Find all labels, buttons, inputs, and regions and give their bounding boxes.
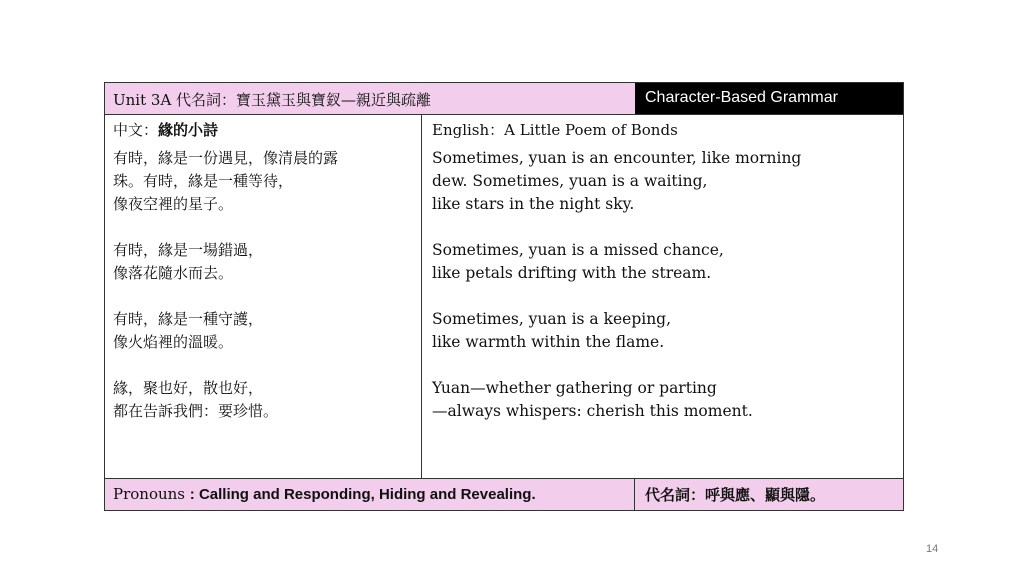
poem-line: 都在告訴我們：要珍惜。	[113, 402, 279, 420]
english-stanza-2	[432, 239, 893, 285]
poem-line: Sometimes, yuan is a missed chance,	[432, 241, 724, 259]
english-stanza-1	[432, 147, 893, 216]
footer-chinese: 代名詞：呼與應、顯與隱。	[635, 479, 903, 510]
poem-line: like warmth within the flame.	[432, 333, 665, 351]
unit-title: Unit 3A 代名詞：寶玉黛玉與寶釵—親近與疏離	[105, 83, 635, 114]
chinese-poem-title: 緣的小詩	[158, 121, 219, 139]
section-tag: Character-Based Grammar	[635, 83, 903, 114]
header-row	[105, 83, 903, 115]
footer-row	[105, 479, 903, 510]
poem-line: like stars in the night sky.	[432, 195, 635, 213]
english-column	[422, 115, 903, 478]
poem-line: Sometimes, yuan is an encounter, like morning	[432, 149, 802, 167]
poem-line: Sometimes, yuan is a keeping,	[432, 310, 672, 328]
poem-line: 像火焰裡的溫暖。	[113, 333, 234, 351]
footer-subtitle: : Calling and Responding, Hiding and Revealing.	[189, 486, 536, 503]
poem-line: 緣，聚也好，散也好，	[113, 379, 264, 397]
chinese-stanza-3	[113, 308, 413, 354]
english-title: English：A Little Poem of Bonds	[432, 121, 678, 139]
lesson-table	[104, 82, 904, 511]
poem-line: 像夜空裡的星子。	[113, 195, 234, 213]
page-number: 14	[926, 543, 939, 555]
poem-line: Yuan—whether gathering or parting	[432, 379, 717, 397]
english-stanza-3	[432, 308, 893, 354]
chinese-stanza-1	[113, 147, 413, 216]
chinese-stanza-2	[113, 239, 413, 285]
footer-english	[105, 479, 635, 510]
poem-line: 有時，緣是一種守護，	[113, 310, 264, 328]
poem-line: 有時，緣是一場錯過，	[113, 241, 264, 259]
chinese-stanza-4	[113, 377, 413, 423]
poem-line: 有時，緣是一份遇見，像清晨的露	[113, 149, 339, 167]
poem-row	[105, 115, 903, 479]
poem-line: —always whispers: cherish this moment.	[432, 402, 753, 420]
chinese-label: 中文：	[113, 121, 159, 139]
poem-line: 像落花隨水而去。	[113, 264, 234, 282]
poem-line: dew. Sometimes, yuan is a waiting,	[432, 172, 708, 190]
chinese-title	[113, 119, 413, 141]
chinese-column	[105, 115, 422, 478]
english-stanza-4	[432, 377, 893, 423]
footer-lead: Pronouns	[113, 485, 190, 503]
poem-line: like petals drifting with the stream.	[432, 264, 712, 282]
poem-line: 珠。有時，緣是一種等待，	[113, 172, 294, 190]
